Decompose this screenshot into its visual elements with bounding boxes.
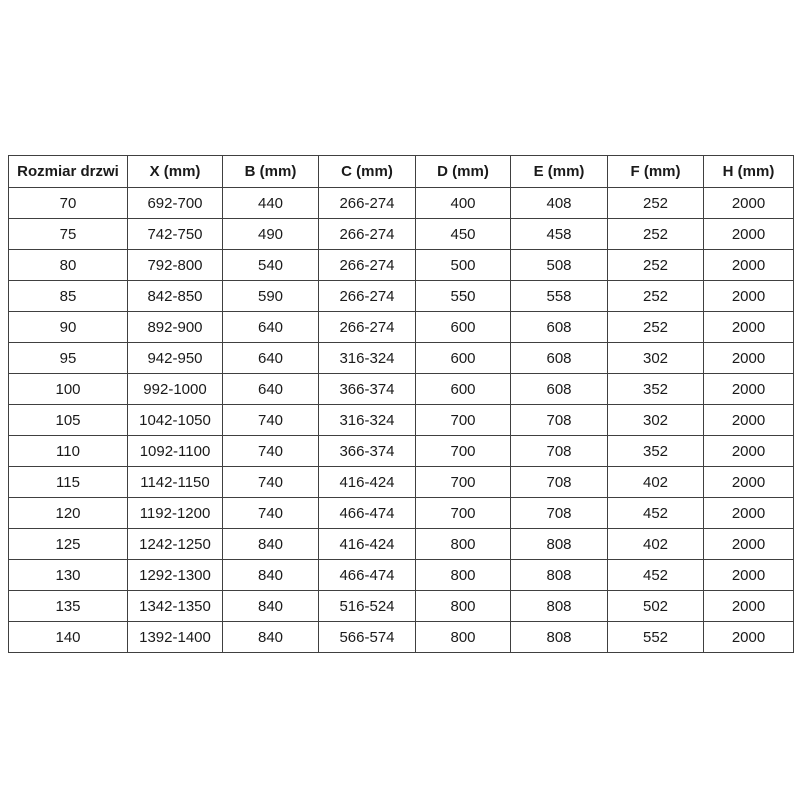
table-cell: 316-324	[319, 343, 416, 374]
row-size-cell: 130	[9, 560, 128, 591]
column-header-h-mm: H (mm)	[704, 156, 794, 188]
column-header-c-mm: C (mm)	[319, 156, 416, 188]
table-cell: 608	[511, 374, 608, 405]
table-cell: 252	[608, 250, 704, 281]
table-cell: 808	[511, 591, 608, 622]
table-cell: 840	[223, 560, 319, 591]
table-cell: 252	[608, 281, 704, 312]
table-cell: 2000	[704, 405, 794, 436]
table-cell: 1292-1300	[128, 560, 223, 591]
row-size-cell: 120	[9, 498, 128, 529]
table-cell: 800	[416, 529, 511, 560]
table-cell: 808	[511, 560, 608, 591]
table-cell: 800	[416, 591, 511, 622]
table-cell: 600	[416, 343, 511, 374]
table-cell: 252	[608, 188, 704, 219]
table-cell: 590	[223, 281, 319, 312]
table-row	[9, 529, 794, 560]
table-cell: 2000	[704, 591, 794, 622]
table-cell: 458	[511, 219, 608, 250]
table-cell: 800	[416, 622, 511, 653]
table-cell: 266-274	[319, 312, 416, 343]
table-cell: 2000	[704, 250, 794, 281]
table-row	[9, 281, 794, 312]
table-cell: 502	[608, 591, 704, 622]
table-cell: 840	[223, 591, 319, 622]
table-cell: 700	[416, 436, 511, 467]
row-size-cell: 140	[9, 622, 128, 653]
column-header-x-mm: X (mm)	[128, 156, 223, 188]
table-row	[9, 622, 794, 653]
table-cell: 2000	[704, 281, 794, 312]
table-cell: 408	[511, 188, 608, 219]
table-cell: 2000	[704, 436, 794, 467]
table-cell: 402	[608, 529, 704, 560]
table-cell: 708	[511, 467, 608, 498]
table-cell: 1192-1200	[128, 498, 223, 529]
table-cell: 808	[511, 529, 608, 560]
column-header-d-mm: D (mm)	[416, 156, 511, 188]
table-cell: 302	[608, 343, 704, 374]
table-cell: 2000	[704, 498, 794, 529]
row-size-cell: 135	[9, 591, 128, 622]
table-cell: 840	[223, 529, 319, 560]
table-cell: 708	[511, 436, 608, 467]
table-cell: 600	[416, 312, 511, 343]
column-header-f-mm: F (mm)	[608, 156, 704, 188]
row-size-cell: 75	[9, 219, 128, 250]
table-cell: 352	[608, 436, 704, 467]
table-cell: 400	[416, 188, 511, 219]
row-size-cell: 95	[9, 343, 128, 374]
table-cell: 500	[416, 250, 511, 281]
table-cell: 808	[511, 622, 608, 653]
table-cell: 608	[511, 312, 608, 343]
table-row	[9, 188, 794, 219]
row-size-cell: 125	[9, 529, 128, 560]
table-cell: 608	[511, 343, 608, 374]
table-cell: 558	[511, 281, 608, 312]
row-size-cell: 100	[9, 374, 128, 405]
table-cell: 352	[608, 374, 704, 405]
table-cell: 366-374	[319, 374, 416, 405]
table-cell: 840	[223, 622, 319, 653]
table-cell: 740	[223, 498, 319, 529]
table-cell: 942-950	[128, 343, 223, 374]
table-cell: 842-850	[128, 281, 223, 312]
table-row	[9, 312, 794, 343]
table-cell: 992-1000	[128, 374, 223, 405]
table-cell: 2000	[704, 188, 794, 219]
table-cell: 708	[511, 498, 608, 529]
table-cell: 740	[223, 467, 319, 498]
table-cell: 252	[608, 219, 704, 250]
table-cell: 508	[511, 250, 608, 281]
table-cell: 1042-1050	[128, 405, 223, 436]
table-cell: 2000	[704, 467, 794, 498]
table-row	[9, 250, 794, 281]
table-row	[9, 374, 794, 405]
table-cell: 800	[416, 560, 511, 591]
table-cell: 1142-1150	[128, 467, 223, 498]
table-cell: 266-274	[319, 188, 416, 219]
row-size-cell: 105	[9, 405, 128, 436]
header-row	[9, 156, 794, 188]
table-cell: 540	[223, 250, 319, 281]
table-header	[9, 156, 794, 188]
table-cell: 692-700	[128, 188, 223, 219]
table-cell: 550	[416, 281, 511, 312]
table-cell: 700	[416, 405, 511, 436]
table-cell: 640	[223, 374, 319, 405]
table-cell: 2000	[704, 219, 794, 250]
table-cell: 600	[416, 374, 511, 405]
table-cell: 552	[608, 622, 704, 653]
table-cell: 792-800	[128, 250, 223, 281]
table-cell: 2000	[704, 312, 794, 343]
table-row	[9, 591, 794, 622]
table-cell: 416-424	[319, 467, 416, 498]
column-header-e-mm: E (mm)	[511, 156, 608, 188]
table-cell: 640	[223, 312, 319, 343]
table-cell: 2000	[704, 560, 794, 591]
table-cell: 1092-1100	[128, 436, 223, 467]
table-cell: 742-750	[128, 219, 223, 250]
table-cell: 302	[608, 405, 704, 436]
table-row	[9, 467, 794, 498]
table-cell: 316-324	[319, 405, 416, 436]
column-header-rozmiar-drzwi: Rozmiar drzwi	[9, 156, 128, 188]
row-size-cell: 85	[9, 281, 128, 312]
table-cell: 416-424	[319, 529, 416, 560]
table-cell: 2000	[704, 529, 794, 560]
table-cell: 708	[511, 405, 608, 436]
table-cell: 740	[223, 405, 319, 436]
table-cell: 440	[223, 188, 319, 219]
table-cell: 2000	[704, 343, 794, 374]
table-cell: 266-274	[319, 281, 416, 312]
table-cell: 2000	[704, 622, 794, 653]
column-header-b-mm: B (mm)	[223, 156, 319, 188]
table-cell: 452	[608, 560, 704, 591]
table-cell: 450	[416, 219, 511, 250]
table-cell: 1242-1250	[128, 529, 223, 560]
table-row	[9, 219, 794, 250]
table-body	[9, 188, 794, 653]
table-cell: 700	[416, 467, 511, 498]
row-size-cell: 110	[9, 436, 128, 467]
table-cell: 700	[416, 498, 511, 529]
table-cell: 1342-1350	[128, 591, 223, 622]
table-cell: 740	[223, 436, 319, 467]
row-size-cell: 80	[9, 250, 128, 281]
table-cell: 266-274	[319, 219, 416, 250]
table-cell: 452	[608, 498, 704, 529]
row-size-cell: 90	[9, 312, 128, 343]
table-cell: 516-524	[319, 591, 416, 622]
table-cell: 2000	[704, 374, 794, 405]
table-cell: 366-374	[319, 436, 416, 467]
table-cell: 1392-1400	[128, 622, 223, 653]
table-cell: 490	[223, 219, 319, 250]
table-cell: 466-474	[319, 498, 416, 529]
table-cell: 640	[223, 343, 319, 374]
table-row	[9, 436, 794, 467]
row-size-cell: 115	[9, 467, 128, 498]
table-cell: 402	[608, 467, 704, 498]
table-cell: 466-474	[319, 560, 416, 591]
table-cell: 892-900	[128, 312, 223, 343]
door-size-spec-table	[8, 155, 794, 653]
row-size-cell: 70	[9, 188, 128, 219]
table-row	[9, 498, 794, 529]
table-cell: 566-574	[319, 622, 416, 653]
table-cell: 252	[608, 312, 704, 343]
table-cell: 266-274	[319, 250, 416, 281]
table-row	[9, 560, 794, 591]
table-row	[9, 405, 794, 436]
table-row	[9, 343, 794, 374]
